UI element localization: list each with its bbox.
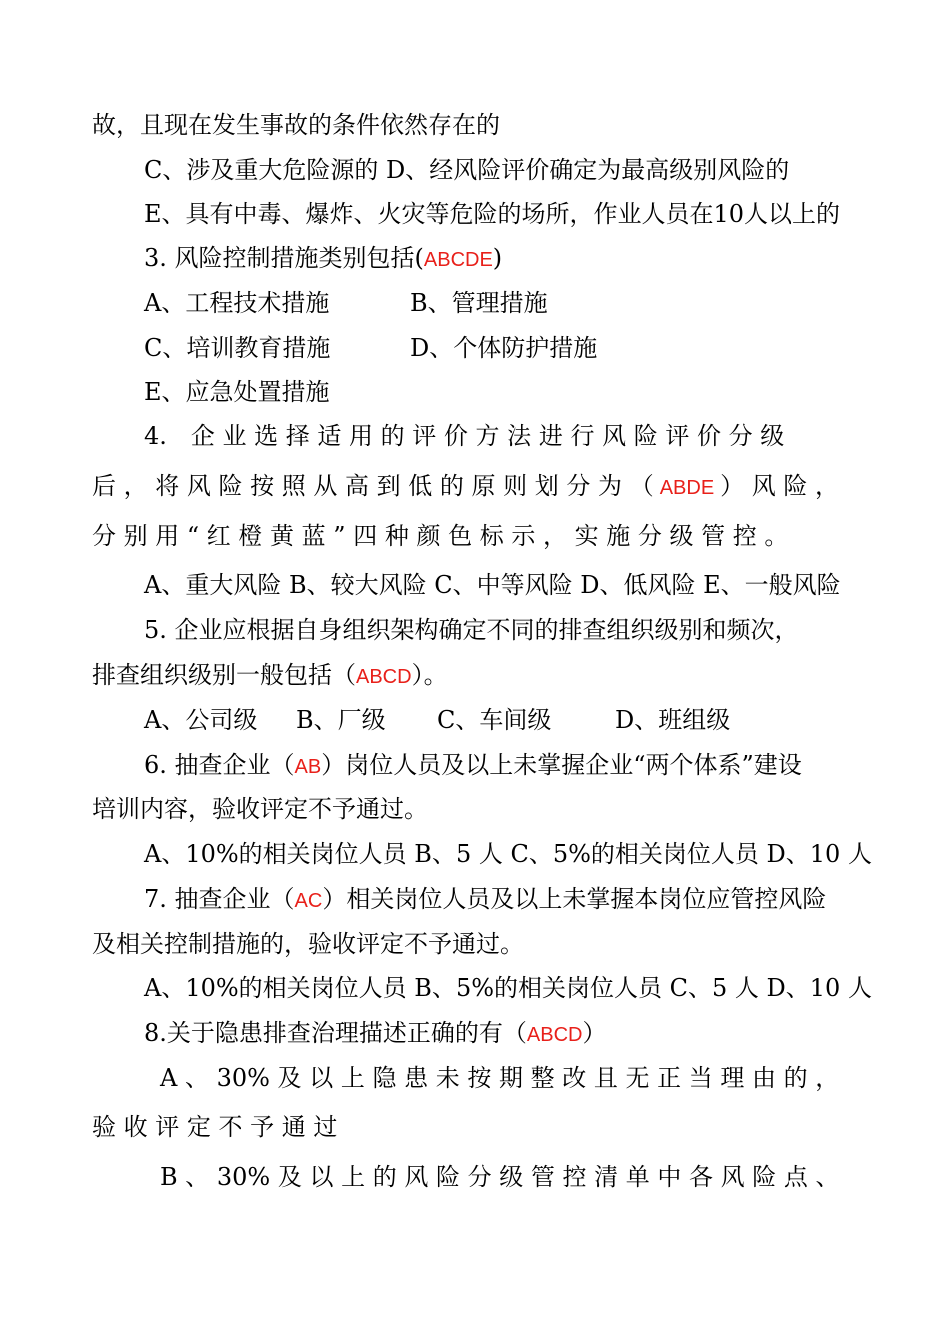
question-6-line-1 [144,750,802,782]
question-text: ）。 [411,661,448,689]
question-8-option-a-line-1: A 、 30% 及 以 上 隐 患 未 按 期 整 改 且 无 正 当 理 由 的 ， [160,1064,840,1092]
answer-text: ABCD [356,666,412,688]
question-text: ）相关岗位人员及以上未掌握本岗位应管控风险 [322,885,827,913]
option-a: A、工程技术措施 [144,289,330,317]
question-8-option-a-line-2: 验 收 评 定 不 予 通 过 [92,1113,338,1141]
question-text: ) [492,244,503,272]
question-5-line-1: 5. 企业应根据自身组织架构确定不同的排查组织级别和频次， [144,616,799,644]
answer-text: ABCD [526,1024,583,1046]
question-4-line-2 [92,471,839,503]
question-7-options: A、10%的相关岗位人员 B、5%的相关岗位人员 C、5 人 D、10 人 [144,974,872,1002]
question-7-line-1 [144,884,826,916]
text-line: 故，且现在发生事故的条件依然存在的 [92,111,500,139]
question-3-stem [144,243,502,275]
question-text: 8.关于隐患排查治理描述正确的有（ [144,1019,527,1047]
question-text: 3. 风险控制措施类别包括( [144,244,424,272]
question-4-options: A、重大风险 B、较大风险 C、中等风险 D、低风险 E、一般风险 [144,571,841,599]
option-c: C、车间级 [437,706,552,734]
answer-text: ABCDE [423,249,493,271]
question-5-line-2 [92,660,448,692]
question-4-line-3: 分 别 用 “ 红 橙 黄 蓝 ” 四 种 颜 色 标 示 ， 实 施 分 级 管 控 。 [92,522,789,550]
question-7-line-2: 及相关控制措施的，验收评定不予通过。 [92,930,524,958]
question-text: ）岗位人员及以上未掌握企业“两个体系”建设 [321,751,802,779]
text-line: E、具有中毒、爆炸、火灾等危险的场所，作业人员在10人以上的 [144,200,841,228]
question-4-line-1: 4. 企 业 选 择 适 用 的 评 价 方 法 进 行 风 险 评 价 分 级 [144,422,785,450]
option-e: E、应急处置措施 [144,378,330,406]
question-6-options: A、10%的相关岗位人员 B、5 人 C、5%的相关岗位人员 D、10 人 [144,840,872,868]
option-a: A、公司级 [144,706,258,734]
question-text: 6. 抽查企业（ [144,751,295,779]
question-8-stem [144,1018,606,1050]
option-d: D、班组级 [615,706,731,734]
question-text: 后 ， 将 风 险 按 照 从 高 到 低 的 原 则 划 分 为 （ [92,472,654,500]
answer-text: AC [294,890,323,912]
question-6-line-2: 培训内容，验收评定不予通过。 [92,795,428,823]
option-c: C、培训教育措施 [144,334,331,362]
question-8-option-b-line-1: B 、 30% 及 以 上 的 风 险 分 级 管 控 清 单 中 各 风 险 点 、 [160,1163,840,1191]
option-d: D、个体防护措施 [410,334,598,362]
question-text: 7. 抽查企业（ [144,885,295,913]
answer-text: ABDE [659,477,715,499]
answer-text: AB [294,756,322,778]
question-text: ） [582,1019,607,1047]
question-text: 排查组织级别一般包括（ [92,661,356,689]
question-text: ） 风 险 ， [720,472,840,500]
option-b: B、管理措施 [410,289,548,317]
text-line: C、涉及重大危险源的 D、经风险评价确定为最高级别风险的 [144,156,790,184]
option-b: B、厂级 [296,706,386,734]
